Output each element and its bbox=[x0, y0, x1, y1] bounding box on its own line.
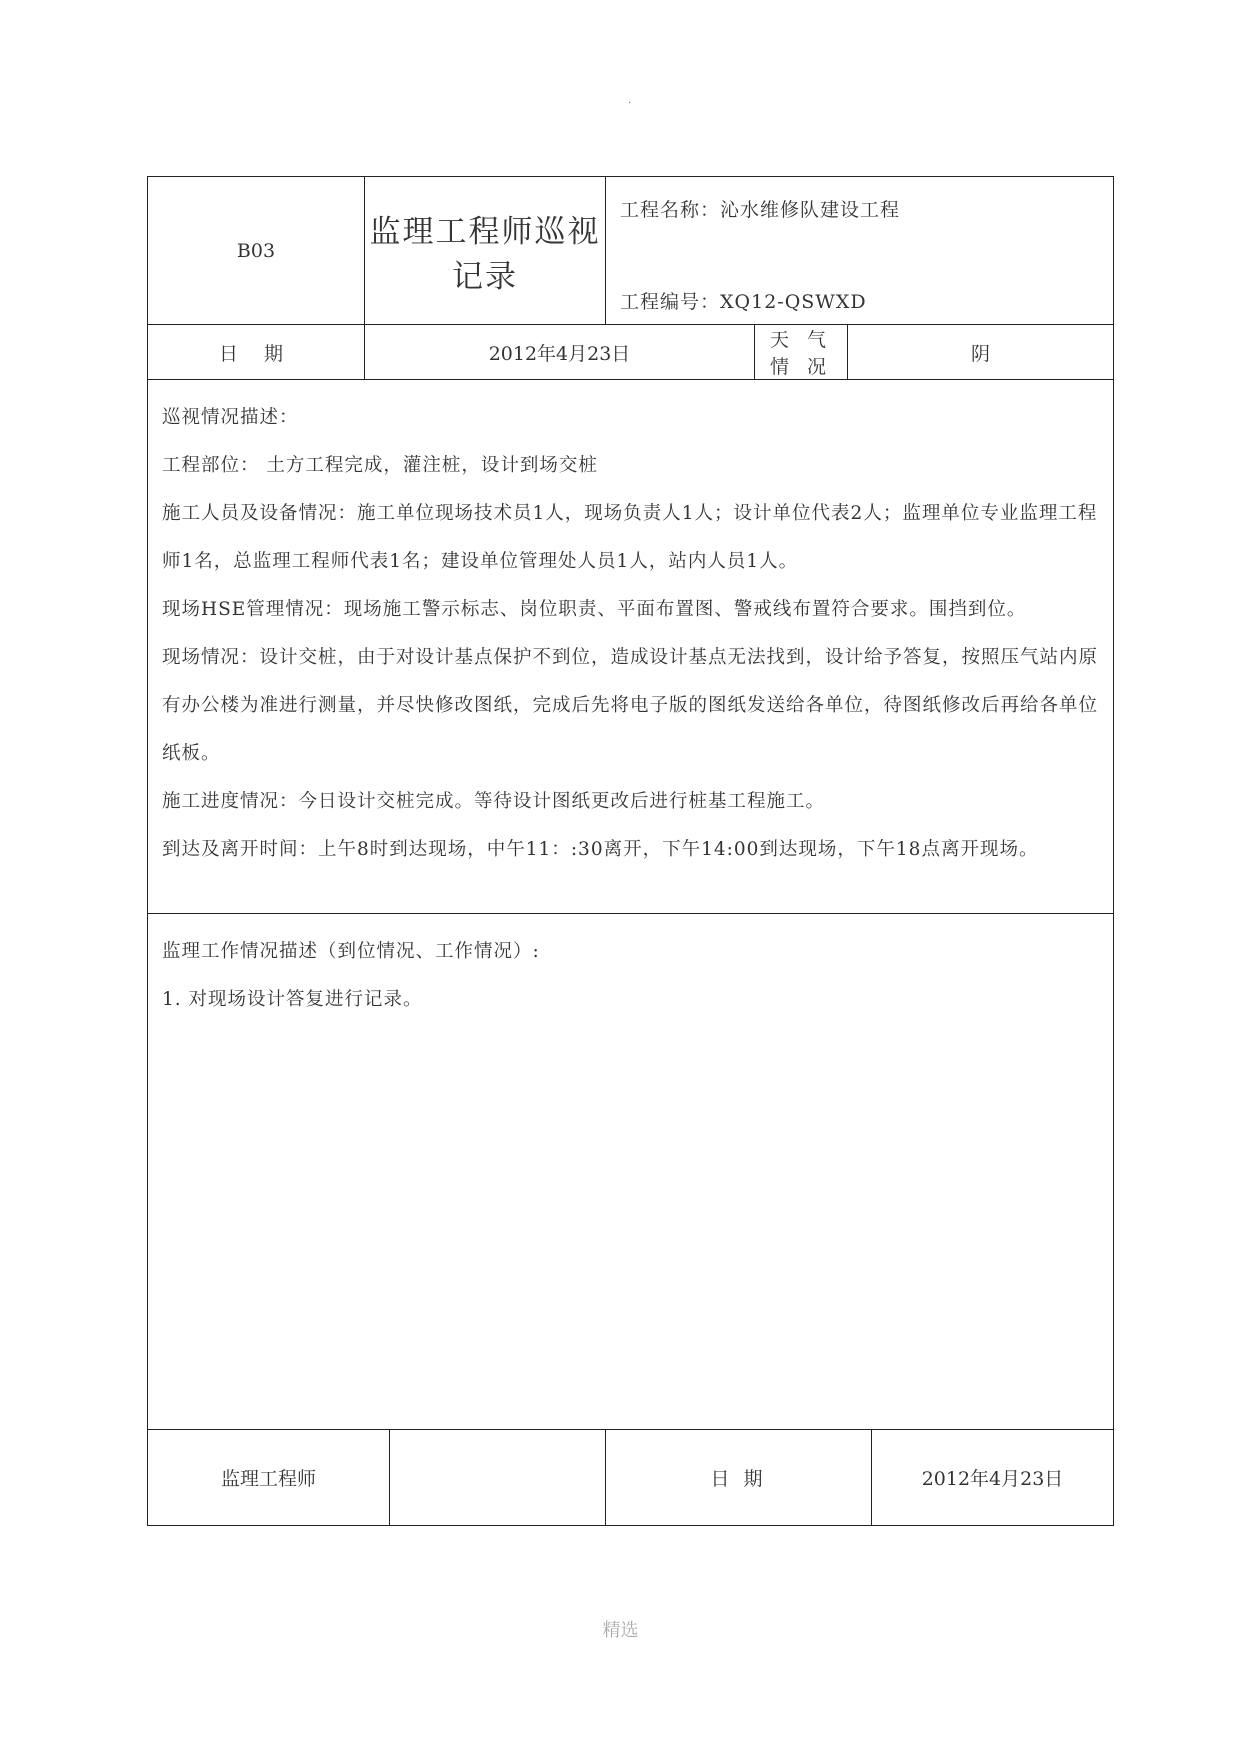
inspection-paragraph-progress: 施工进度情况：今日设计交桩完成。等待设计图纸更改后进行桩基工程施工。 bbox=[162, 791, 826, 812]
supervision-section bbox=[148, 914, 1114, 1430]
weather-label: 天 气 情 况 bbox=[755, 325, 848, 380]
sign-date-label: 日 期 bbox=[606, 1430, 872, 1526]
project-name-line bbox=[620, 195, 900, 222]
weather-value: 阴 bbox=[848, 325, 1114, 380]
project-no-label: 工程编号： bbox=[620, 291, 721, 313]
signature-row bbox=[148, 1430, 1114, 1526]
info-row bbox=[148, 325, 1114, 380]
inspection-paragraph-time: 到达及离开时间：上午8时到达现场，中午11：:30离开，下午14:00到达现场，下午18点离开现场。 bbox=[162, 839, 1039, 860]
inspection-section bbox=[148, 380, 1114, 914]
project-name: 沁水维修队建设工程 bbox=[720, 199, 901, 221]
project-no: XQ12-QSWXD bbox=[720, 291, 867, 313]
engineer-label: 监理工程师 bbox=[148, 1430, 390, 1526]
supervision-heading: 监理工作情况描述（到位情况、工作情况）: bbox=[162, 941, 540, 962]
date-value: 2012年4月23日 bbox=[365, 325, 755, 380]
project-info-cell bbox=[606, 177, 1114, 325]
supervision-item: 1. 对现场设计答复进行记录。 bbox=[162, 989, 423, 1010]
project-name-label: 工程名称： bbox=[620, 199, 721, 221]
project-no-line bbox=[620, 287, 867, 314]
form-code: B03 bbox=[148, 177, 365, 325]
inspection-paragraph-hse: 现场HSE管理情况：现场施工警示标志、岗位职责、平面布置图、警戒线布置符合要求。围挡到位。 bbox=[162, 599, 1027, 620]
top-dot: · bbox=[628, 98, 632, 109]
footer-text: 精选 bbox=[602, 1620, 639, 1641]
header-row bbox=[148, 177, 1114, 325]
sign-date-value: 2012年4月23日 bbox=[872, 1430, 1114, 1526]
inspection-paragraph-personnel: 施工人员及设备情况：施工单位现场技术员1人，现场负责人1人；设计单位代表2人；监理单位专业监理工程师1名，总监理工程师代表1名；建设单位管理处人员1人，站内人员1人。 bbox=[162, 503, 1098, 572]
engineer-signature bbox=[390, 1430, 606, 1526]
form-title: 监理工程师巡视记录 bbox=[365, 177, 606, 325]
date-label: 日 期 bbox=[148, 325, 365, 380]
inspection-record-table bbox=[147, 176, 1114, 1526]
inspection-paragraph-site: 现场情况：设计交桩，由于对设计基点保护不到位，造成设计基点无法找到，设计给予答复，按照压气站内原有办公楼为准进行测量，并尽快修改图纸，完成后先将电子版的图纸发送给各单位，待图纸修改后再给各单位纸板。 bbox=[162, 647, 1099, 764]
inspection-heading: 巡视情况描述： bbox=[162, 407, 299, 428]
inspection-paragraph-location: 工程部位： 土方工程完成，灌注桩，设计到场交桩 bbox=[162, 455, 598, 476]
